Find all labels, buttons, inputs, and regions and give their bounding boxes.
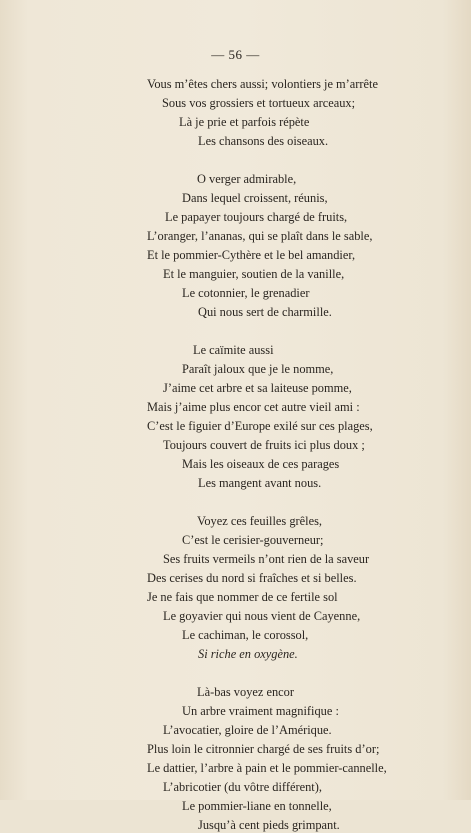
poem-line: L’oranger, l’ananas, qui se plaît dans le sable, — [147, 229, 373, 243]
poem-line: Plus loin le citronnier chargé de ses fruits d’or; — [147, 742, 380, 756]
poem-line: Des cerises du nord si fraîches et si belles. — [147, 571, 357, 585]
poem-line: Le cotonnier, le grenadier — [182, 286, 310, 300]
poem-line: C’est le figuier d’Europe exilé sur ces plages, — [147, 419, 373, 433]
poem-line: Là-bas voyez encor — [197, 685, 295, 699]
poem-line: Là je prie et parfois répète — [179, 115, 310, 129]
page-number: — 56 — — [211, 47, 260, 62]
poem-line: L’avocatier, gloire de l’Amérique. — [163, 723, 332, 737]
poem-line: C’est le cerisier-gouverneur; — [182, 533, 324, 547]
poem-line: Ses fruits vermeils n’ont rien de la saveur — [163, 552, 370, 566]
poem-line: Le caïmite aussi — [193, 343, 274, 357]
poem-line: Dans lequel croissent, réunis, — [182, 191, 328, 205]
poem-line: Si riche en oxygène. — [198, 647, 298, 661]
poem-line: Les chansons des oiseaux. — [198, 134, 329, 148]
poem-line: Un arbre vraiment magnifique : — [182, 704, 339, 718]
poem-line: Vous m’êtes chers aussi; volontiers je m’arrête — [147, 77, 378, 91]
poem-line: Le goyavier qui nous vient de Cayenne, — [163, 609, 361, 623]
poem-line: Sous vos grossiers et tortueux arceaux; — [162, 96, 356, 110]
poem-line: Et le manguier, soutien de la vanille, — [163, 267, 345, 281]
poem-line: Qui nous sert de charmille. — [198, 305, 332, 319]
poem-line: Mais les oiseaux de ces parages — [182, 457, 340, 471]
poem-line: Voyez ces feuilles grêles, — [197, 514, 323, 528]
poem-line: Jusqu’à cent pieds grimpant. — [198, 818, 340, 832]
poem-line: Le pommier-liane en tonnelle, — [182, 799, 332, 813]
poem-line: Les mangent avant nous. — [198, 476, 322, 490]
poem-line: Toujours couvert de fruits ici plus doux ; — [163, 438, 365, 452]
poem-line: J’aime cet arbre et sa laiteuse pomme, — [163, 381, 352, 395]
poem-line: Je ne fais que nommer de ce fertile sol — [147, 590, 338, 604]
poem-line: O verger admirable, — [197, 172, 297, 186]
poem-line: Et le pommier-Cythère et le bel amandier, — [147, 248, 356, 262]
poem-line: Mais j’aime plus encor cet autre vieil ami : — [147, 400, 360, 414]
poem-line: L’abricotier (du vôtre différent), — [163, 780, 322, 794]
poem-line: Le papayer toujours chargé de fruits, — [165, 210, 348, 224]
poem-line: Le cachiman, le corossol, — [182, 628, 309, 642]
poem-line: Paraît jaloux que je le nomme, — [182, 362, 334, 376]
poem-line: Le dattier, l’arbre à pain et le pommier-cannelle, — [147, 761, 387, 775]
